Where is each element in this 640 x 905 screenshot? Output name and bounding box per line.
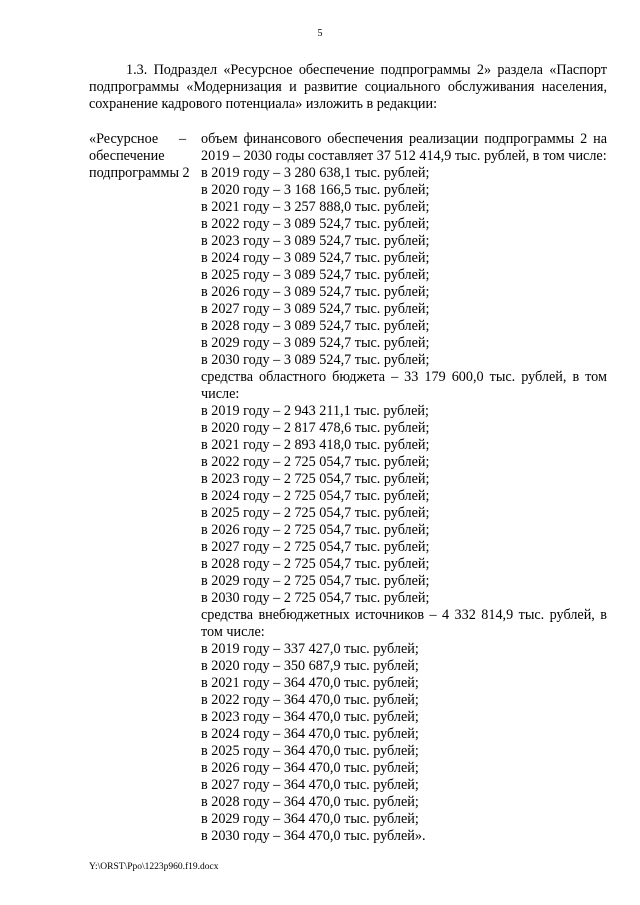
- year-funding-line: в 2021 году – 3 257 888,0 тыс. рублей;: [201, 199, 430, 215]
- year-funding-line: в 2021 году – 364 470,0 тыс. рублей;: [201, 675, 419, 691]
- year-funding-line: в 2022 году – 364 470,0 тыс. рублей;: [201, 692, 419, 708]
- year-funding-line: в 2029 году – 364 470,0 тыс. рублей;: [201, 811, 419, 827]
- year-funding-line: в 2025 году – 3 089 524,7 тыс. рублей;: [201, 267, 430, 283]
- year-funding-line: в 2021 году – 2 893 418,0 тыс. рублей;: [201, 437, 430, 453]
- year-funding-line: в 2025 году – 2 725 054,7 тыс. рублей;: [201, 505, 430, 521]
- intro-paragraph: 1.3. Подраздел «Ресурсное обеспечение подпрограммы 2» раздела «Паспорт подпрограммы «Модернизация и развитие социального обслуживания населения, сохранение кадрового потенциала» изложить в редакции:: [89, 62, 607, 112]
- year-funding-line: в 2024 году – 364 470,0 тыс. рублей;: [201, 726, 419, 742]
- year-funding-line: в 2023 году – 2 725 054,7 тыс. рублей;: [201, 471, 430, 487]
- year-funding-line: в 2025 году – 364 470,0 тыс. рублей;: [201, 743, 419, 759]
- funding-block: [201, 369, 607, 607]
- year-funding-line: в 2030 году – 3 089 524,7 тыс. рублей;: [201, 352, 430, 368]
- funding-block: [201, 131, 607, 369]
- year-funding-line: в 2027 году – 2 725 054,7 тыс. рублей;: [201, 539, 430, 555]
- year-funding-line: в 2026 году – 2 725 054,7 тыс. рублей;: [201, 522, 430, 538]
- year-funding-line: в 2029 году – 3 089 524,7 тыс. рублей;: [201, 335, 430, 351]
- year-funding-line: в 2024 году – 2 725 054,7 тыс. рублей;: [201, 488, 430, 504]
- year-funding-line: в 2026 году – 3 089 524,7 тыс. рублей;: [201, 284, 430, 300]
- year-funding-line: в 2020 году – 3 168 166,5 тыс. рублей;: [201, 182, 430, 198]
- year-funding-line: в 2023 году – 364 470,0 тыс. рублей;: [201, 709, 419, 725]
- year-funding-line: в 2022 году – 2 725 054,7 тыс. рублей;: [201, 454, 430, 470]
- funding-block: [201, 607, 607, 845]
- funding-content: [201, 131, 607, 845]
- year-funding-line: в 2028 году – 3 089 524,7 тыс. рублей;: [201, 318, 430, 334]
- file-path-footer: Y:\ORST\Ppo\1223p960.f19.docx: [89, 862, 219, 872]
- year-funding-line: в 2028 году – 364 470,0 тыс. рублей;: [201, 794, 419, 810]
- year-funding-line: в 2026 году – 364 470,0 тыс. рублей;: [201, 760, 419, 776]
- section-label-line-2: обеспечение: [89, 148, 165, 164]
- year-funding-line: в 2030 году – 2 725 054,7 тыс. рублей;: [201, 590, 430, 606]
- year-funding-line: в 2030 году – 364 470,0 тыс. рублей».: [201, 828, 426, 844]
- year-funding-line: в 2020 году – 350 687,9 тыс. рублей;: [201, 658, 419, 674]
- year-funding-line: в 2023 году – 3 089 524,7 тыс. рублей;: [201, 233, 430, 249]
- year-funding-line: в 2027 году – 3 089 524,7 тыс. рублей;: [201, 301, 430, 317]
- section-label-line-1: «Ресурсное: [89, 131, 159, 147]
- funding-block-title: средства внебюджетных источников – 4 332 814,9 тыс. рублей, в том числе:: [201, 607, 607, 640]
- page-number: 5: [317, 28, 323, 39]
- year-funding-line: в 2019 году – 3 280 638,1 тыс. рублей;: [201, 165, 430, 181]
- year-funding-line: в 2029 году – 2 725 054,7 тыс. рублей;: [201, 573, 430, 589]
- year-funding-line: в 2019 году – 2 943 211,1 тыс. рублей;: [201, 403, 429, 419]
- year-funding-line: в 2024 году – 3 089 524,7 тыс. рублей;: [201, 250, 430, 266]
- year-funding-line: в 2019 году – 337 427,0 тыс. рублей;: [201, 641, 419, 657]
- year-funding-line: в 2028 году – 2 725 054,7 тыс. рублей;: [201, 556, 430, 572]
- label-dash: –: [179, 131, 187, 147]
- year-funding-line: в 2027 году – 364 470,0 тыс. рублей;: [201, 777, 419, 793]
- year-funding-line: в 2020 году – 2 817 478,6 тыс. рублей;: [201, 420, 430, 436]
- funding-block-title: средства областного бюджета – 33 179 600,0 тыс. рублей, в том числе:: [201, 369, 607, 402]
- funding-block-title: объем финансового обеспечения реализации подпрограммы 2 на 2019 – 2030 годы составляет 37 512 414,9 тыс. рублей, в том числе:: [201, 131, 607, 164]
- section-label-line-3: подпрограммы 2: [89, 165, 190, 181]
- year-funding-line: в 2022 году – 3 089 524,7 тыс. рублей;: [201, 216, 430, 232]
